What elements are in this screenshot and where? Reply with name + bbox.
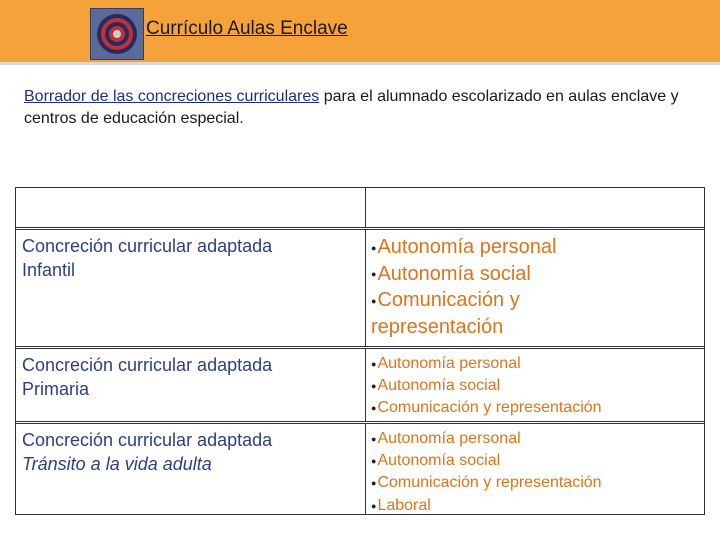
bullet-icon: ● bbox=[371, 296, 377, 307]
area-list bbox=[371, 428, 602, 517]
header-divider bbox=[0, 62, 720, 65]
bullet-icon: ● bbox=[371, 242, 377, 253]
row-label bbox=[22, 353, 362, 401]
area-list bbox=[371, 234, 611, 340]
intro-paragraph bbox=[24, 86, 704, 130]
list-item: ●Comunicación y representación bbox=[371, 399, 602, 417]
bullet-icon: ● bbox=[371, 500, 377, 511]
row-items-cell bbox=[367, 424, 704, 514]
row-label-line2: Tránsito a la vida adulta bbox=[22, 454, 212, 474]
list-item: ●Laboral bbox=[371, 496, 431, 514]
row-items-cell bbox=[367, 349, 704, 421]
table-header-cell-right bbox=[367, 188, 704, 227]
area-list bbox=[371, 353, 602, 420]
list-item: ●Comunicación y representación bbox=[371, 474, 602, 492]
bullet-icon: ● bbox=[371, 381, 377, 392]
list-item: ●Autonomía personal bbox=[371, 430, 521, 448]
concentric-circles-logo-icon bbox=[90, 8, 144, 60]
table-row bbox=[16, 230, 704, 346]
row-label-cell bbox=[16, 349, 366, 421]
curriculum-table bbox=[15, 187, 705, 515]
list-item: ●Comunicación y representación bbox=[371, 289, 520, 339]
table-row bbox=[16, 349, 704, 421]
table-header-row bbox=[16, 188, 704, 227]
row-label-line2: Infantil bbox=[22, 260, 76, 280]
list-item: ●Autonomía personal bbox=[371, 355, 521, 373]
table-row bbox=[16, 424, 704, 514]
bullet-icon: ● bbox=[371, 403, 377, 414]
bullet-icon: ● bbox=[371, 269, 377, 280]
bullet-icon: ● bbox=[371, 456, 377, 467]
bullet-icon: ● bbox=[371, 478, 377, 489]
row-label bbox=[22, 428, 362, 476]
row-label-line1: Concreción curricular adaptada bbox=[22, 355, 273, 375]
list-item: ●Autonomía social bbox=[371, 452, 501, 470]
row-label-line1: Concreción curricular adaptada bbox=[22, 236, 273, 256]
list-item: ●Autonomía personal bbox=[371, 236, 557, 258]
row-items-cell bbox=[367, 230, 704, 346]
row-label-line2: Primaria bbox=[22, 379, 90, 399]
row-label-cell bbox=[16, 230, 366, 346]
list-item: ●Autonomía social bbox=[371, 377, 501, 395]
row-label-line1: Concreción curricular adaptada bbox=[22, 430, 273, 450]
table-header-cell-left bbox=[16, 188, 366, 227]
row-label bbox=[22, 234, 362, 282]
page-title: Currículo Aulas Enclave bbox=[146, 18, 348, 39]
intro-text: para el alumnado escolarizado en aulas enclave y centros de educación especial. bbox=[24, 88, 679, 127]
row-label-cell bbox=[16, 424, 366, 514]
draft-link[interactable]: Borrador de las concreciones curriculares bbox=[24, 88, 320, 105]
bullet-icon: ● bbox=[371, 359, 377, 369]
list-item: ●Autonomía social bbox=[371, 262, 531, 285]
bullet-icon: ● bbox=[371, 434, 377, 444]
